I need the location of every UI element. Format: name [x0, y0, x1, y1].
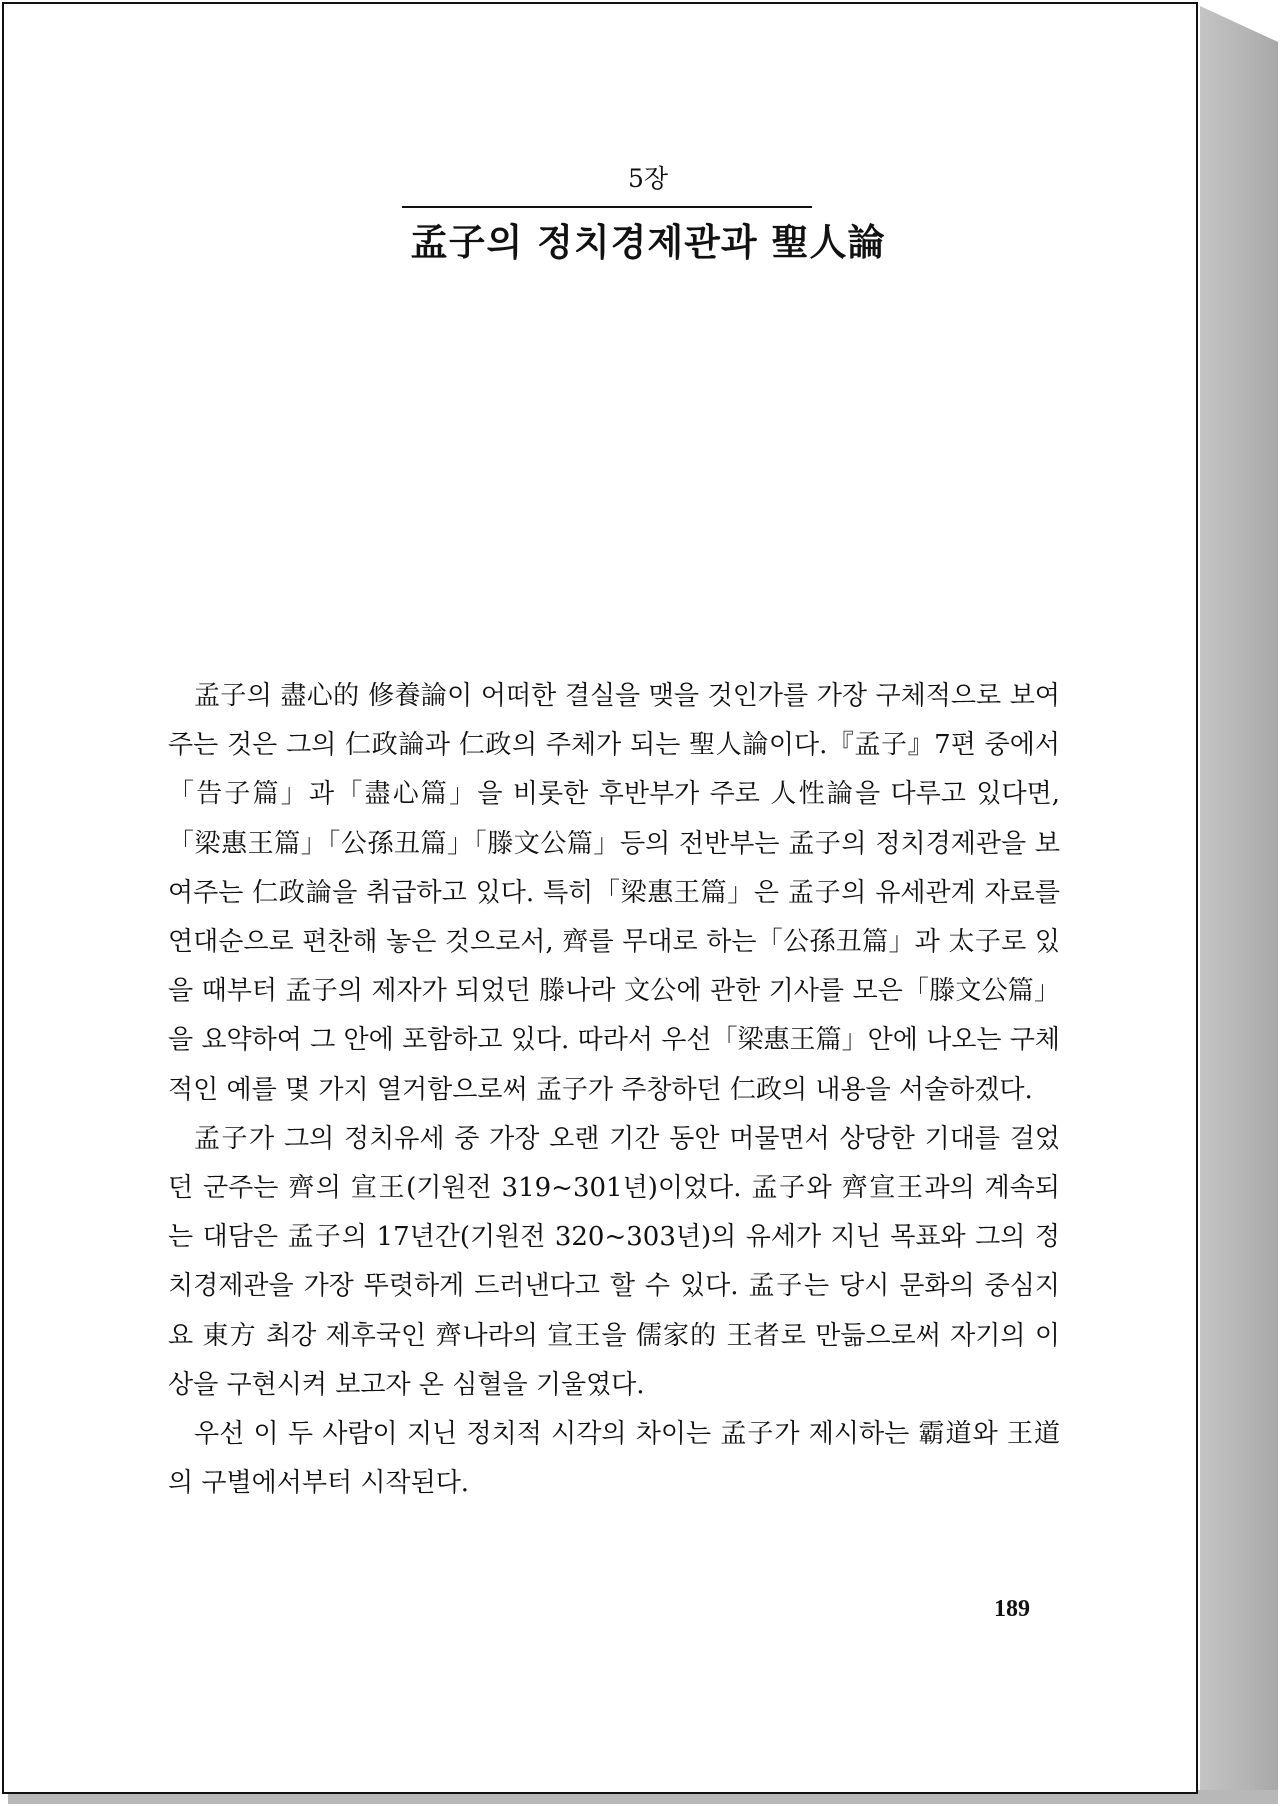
chapter-title: 孟子의 정치경제관과 聖人論: [410, 220, 886, 264]
body-text: [168, 672, 1060, 1508]
book-page-edges: [1200, 6, 1278, 1802]
paragraph-3: 우선 이 두 사람이 지닌 정치적 시각의 차이는 孟子가 제시하는 霸道와 王道의 구별에서부터 시작된다.: [168, 1419, 1060, 1499]
chapter-label: 5장: [627, 164, 669, 193]
chapter-divider: [402, 206, 812, 208]
paragraph-1: 孟子의 盡心的 修養論이 어떠한 결실을 맺을 것인가를 가장 구체적으로 보여주는 것은 그의 仁政論과 仁政의 주체가 되는 聖人論이다.『孟子』7편 중에서「告子篇」과「盡心篇」을 비롯한 후반부가 주로 人性論을 다루고 있다면,「梁惠王篇」「公孫丑篇」「滕文公篇」등의 전반부는 孟子의 정치경제관을 보여주는 仁政論을 취급하고 있다. 특히「梁惠王篇」은 孟子의 유세관계 자료를 연대순으로 편찬해 놓은 것으로서, 齊를 무대로 하는「公孫丑篇」과 太子로 있을 때부터 孟子의 제자가 되었던 滕나라 文公에 관한 기사를 모은「滕文公篇」을 요약하여 그 안에 포함하고 있다. 따라서 우선「梁惠王篇」안에 나오는 구체적인 예를 몇 가지 열거함으로써 孟子가 주창하던 仁政의 내용을 서술하겠다.: [168, 681, 1060, 1105]
page-number: 189: [994, 1596, 1030, 1622]
book-page: [2, 2, 1198, 1794]
paragraph-2: 孟子가 그의 정치유세 중 가장 오랜 기간 동안 머물면서 상당한 기대를 걸었던 군주는 齊의 宣王(기원전 319~301년)이었다. 孟子와 齊宣王과의 계속되는 대담은 孟子의 17년간(기원전 320~303년)의 유세가 지닌 목표와 그의 정치경제관을 가장 뚜렷하게 드러낸다고 할 수 있다. 孟子는 당시 문화의 중심지요 東方 최강 제후국인 齊나라의 宣王을 儒家的 王者로 만듦으로써 자기의 이상을 구현시켜 보고자 온 심혈을 기울였다.: [168, 1123, 1060, 1400]
